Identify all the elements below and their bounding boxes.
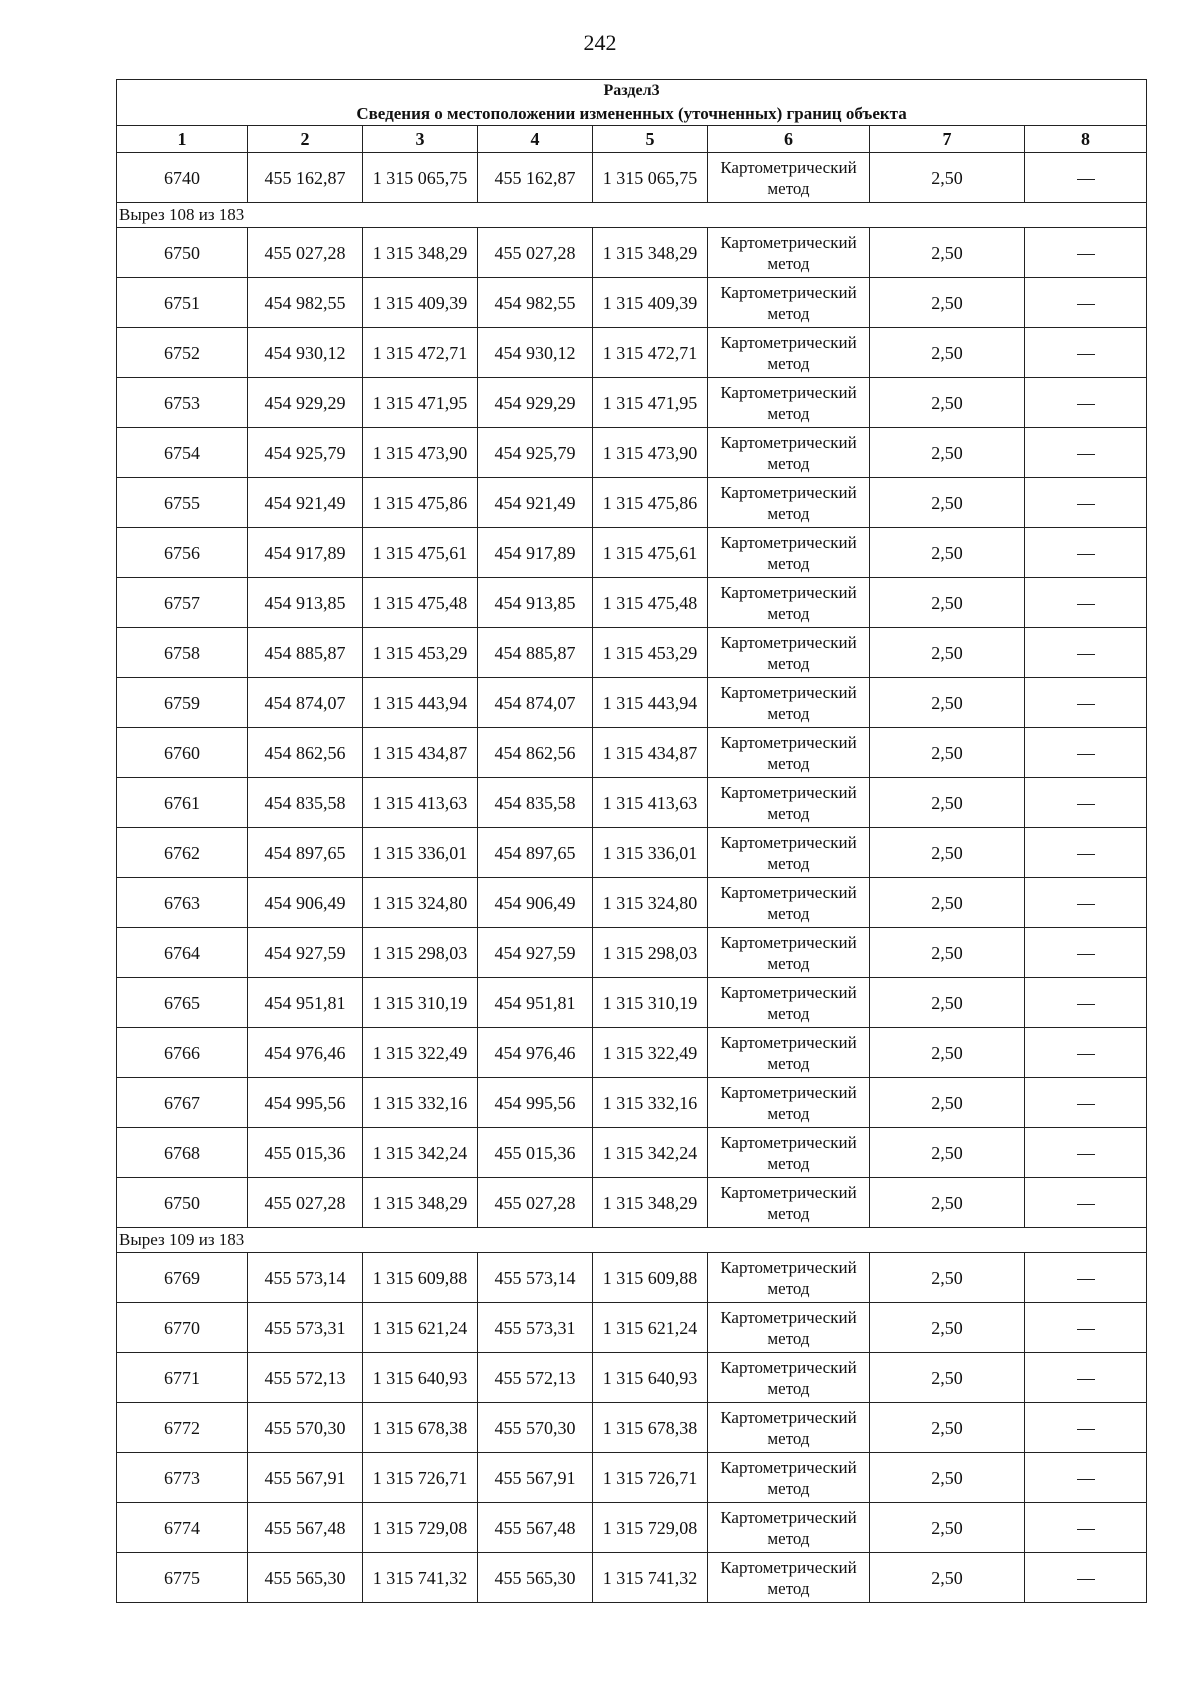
dash-mark: [1077, 354, 1095, 355]
x-coordinate-cell: 454 885,87: [248, 628, 363, 678]
dash-mark: [1077, 1329, 1095, 1330]
accuracy-cell: 2,50: [870, 1553, 1025, 1603]
y-coordinate-cell: 1 315 609,88: [363, 1253, 478, 1303]
x-coordinate-cell: 454 835,58: [248, 778, 363, 828]
accuracy-cell: 2,50: [870, 878, 1025, 928]
point-number-cell: 6758: [117, 628, 248, 678]
new-y-coordinate-cell: 1 315 332,16: [593, 1078, 708, 1128]
table-row: [117, 1453, 1147, 1503]
x-coordinate-cell: 455 567,48: [248, 1503, 363, 1553]
new-y-coordinate-cell: 1 315 609,88: [593, 1253, 708, 1303]
column-header: 3: [363, 126, 478, 153]
point-number-cell: 6773: [117, 1453, 248, 1503]
x-coordinate-cell: 454 995,56: [248, 1078, 363, 1128]
accuracy-cell: 2,50: [870, 1303, 1025, 1353]
boundary-coordinates-table: [116, 79, 1147, 1603]
method-cell: Картометрический метод: [708, 978, 870, 1028]
table-row: [117, 1503, 1147, 1553]
description-cell: [1025, 228, 1147, 278]
y-coordinate-cell: 1 315 348,29: [363, 228, 478, 278]
x-coordinate-cell: 455 570,30: [248, 1403, 363, 1453]
column-header: 5: [593, 126, 708, 153]
description-cell: [1025, 528, 1147, 578]
dash-mark: [1077, 1479, 1095, 1480]
new-x-coordinate-cell: 455 027,28: [478, 228, 593, 278]
x-coordinate-cell: 454 929,29: [248, 378, 363, 428]
y-coordinate-cell: 1 315 475,61: [363, 528, 478, 578]
accuracy-cell: 2,50: [870, 328, 1025, 378]
y-coordinate-cell: 1 315 413,63: [363, 778, 478, 828]
point-number-cell: 6759: [117, 678, 248, 728]
x-coordinate-cell: 455 027,28: [248, 1178, 363, 1228]
dash-mark: [1077, 1004, 1095, 1005]
point-number-cell: 6768: [117, 1128, 248, 1178]
new-x-coordinate-cell: 454 921,49: [478, 478, 593, 528]
method-cell: Картометрический метод: [708, 378, 870, 428]
accuracy-cell: 2,50: [870, 153, 1025, 203]
x-coordinate-cell: 455 015,36: [248, 1128, 363, 1178]
dash-mark: [1077, 1429, 1095, 1430]
new-x-coordinate-cell: 455 572,13: [478, 1353, 593, 1403]
dash-mark: [1077, 454, 1095, 455]
column-header: 1: [117, 126, 248, 153]
accuracy-cell: 2,50: [870, 478, 1025, 528]
accuracy-cell: 2,50: [870, 1403, 1025, 1453]
new-x-coordinate-cell: 455 567,91: [478, 1453, 593, 1503]
y-coordinate-cell: 1 315 621,24: [363, 1303, 478, 1353]
x-coordinate-cell: 455 162,87: [248, 153, 363, 203]
dash-mark: [1077, 1104, 1095, 1105]
page-number: 242: [583, 30, 617, 55]
x-coordinate-cell: 454 951,81: [248, 978, 363, 1028]
point-number-cell: 6754: [117, 428, 248, 478]
point-number-cell: 6752: [117, 328, 248, 378]
table-row: [117, 528, 1147, 578]
section-title: Раздел3: [117, 80, 1147, 103]
new-y-coordinate-cell: 1 315 471,95: [593, 378, 708, 428]
accuracy-cell: 2,50: [870, 1503, 1025, 1553]
new-x-coordinate-cell: 455 565,30: [478, 1553, 593, 1603]
dash-mark: [1077, 554, 1095, 555]
point-number-cell: 6772: [117, 1403, 248, 1453]
table-row: [117, 478, 1147, 528]
column-header: 7: [870, 126, 1025, 153]
description-cell: [1025, 1553, 1147, 1603]
accuracy-cell: 2,50: [870, 528, 1025, 578]
description-cell: [1025, 278, 1147, 328]
method-cell: Картометрический метод: [708, 278, 870, 328]
point-number-cell: 6766: [117, 1028, 248, 1078]
dash-mark: [1077, 804, 1095, 805]
table-row: [117, 1078, 1147, 1128]
x-coordinate-cell: 455 573,31: [248, 1303, 363, 1353]
table-row: [117, 328, 1147, 378]
new-x-coordinate-cell: 455 567,48: [478, 1503, 593, 1553]
accuracy-cell: 2,50: [870, 628, 1025, 678]
y-coordinate-cell: 1 315 726,71: [363, 1453, 478, 1503]
y-coordinate-cell: 1 315 471,95: [363, 378, 478, 428]
new-y-coordinate-cell: 1 315 475,61: [593, 528, 708, 578]
description-cell: [1025, 928, 1147, 978]
column-header: 6: [708, 126, 870, 153]
description-cell: [1025, 1178, 1147, 1228]
table-row: [117, 428, 1147, 478]
point-number-cell: 6757: [117, 578, 248, 628]
method-cell: Картометрический метод: [708, 478, 870, 528]
x-coordinate-cell: 454 913,85: [248, 578, 363, 628]
method-cell: Картометрический метод: [708, 153, 870, 203]
point-number-cell: 6769: [117, 1253, 248, 1303]
table-row: [117, 1128, 1147, 1178]
dash-mark: [1077, 1204, 1095, 1205]
method-cell: Картометрический метод: [708, 1253, 870, 1303]
new-x-coordinate-cell: 454 927,59: [478, 928, 593, 978]
table-row: [117, 728, 1147, 778]
method-cell: Картометрический метод: [708, 1178, 870, 1228]
method-cell: Картометрический метод: [708, 828, 870, 878]
method-cell: Картометрический метод: [708, 578, 870, 628]
y-coordinate-cell: 1 315 310,19: [363, 978, 478, 1028]
x-coordinate-cell: 455 572,13: [248, 1353, 363, 1403]
accuracy-cell: 2,50: [870, 1253, 1025, 1303]
y-coordinate-cell: 1 315 324,80: [363, 878, 478, 928]
new-y-coordinate-cell: 1 315 443,94: [593, 678, 708, 728]
new-x-coordinate-cell: 454 930,12: [478, 328, 593, 378]
new-x-coordinate-cell: 455 162,87: [478, 153, 593, 203]
x-coordinate-cell: 454 982,55: [248, 278, 363, 328]
cutout-label: Вырез 108 из 183: [117, 203, 1147, 228]
point-number-cell: 6775: [117, 1553, 248, 1603]
accuracy-cell: 2,50: [870, 228, 1025, 278]
dash-mark: [1077, 1379, 1095, 1380]
dash-mark: [1077, 954, 1095, 955]
method-cell: Картометрический метод: [708, 678, 870, 728]
dash-mark: [1077, 654, 1095, 655]
new-y-coordinate-cell: 1 315 065,75: [593, 153, 708, 203]
table-row: [117, 578, 1147, 628]
point-number-cell: 6760: [117, 728, 248, 778]
new-x-coordinate-cell: 455 027,28: [478, 1178, 593, 1228]
point-number-cell: 6774: [117, 1503, 248, 1553]
new-x-coordinate-cell: 454 906,49: [478, 878, 593, 928]
dash-mark: [1077, 1154, 1095, 1155]
new-y-coordinate-cell: 1 315 409,39: [593, 278, 708, 328]
description-cell: [1025, 678, 1147, 728]
new-x-coordinate-cell: 454 976,46: [478, 1028, 593, 1078]
x-coordinate-cell: 454 897,65: [248, 828, 363, 878]
table-row: [117, 153, 1147, 203]
description-cell: [1025, 1078, 1147, 1128]
method-cell: Картометрический метод: [708, 328, 870, 378]
description-cell: [1025, 1028, 1147, 1078]
dash-mark: [1077, 179, 1095, 180]
x-coordinate-cell: 454 927,59: [248, 928, 363, 978]
y-coordinate-cell: 1 315 298,03: [363, 928, 478, 978]
table-row: [117, 278, 1147, 328]
new-x-coordinate-cell: 455 570,30: [478, 1403, 593, 1453]
table-row: [117, 828, 1147, 878]
new-x-coordinate-cell: 454 874,07: [478, 678, 593, 728]
new-x-coordinate-cell: 454 835,58: [478, 778, 593, 828]
description-cell: [1025, 578, 1147, 628]
table-row: [117, 1353, 1147, 1403]
x-coordinate-cell: 455 573,14: [248, 1253, 363, 1303]
point-number-cell: 6765: [117, 978, 248, 1028]
new-x-coordinate-cell: 454 913,85: [478, 578, 593, 628]
new-x-coordinate-cell: 455 573,31: [478, 1303, 593, 1353]
description-cell: [1025, 978, 1147, 1028]
dash-mark: [1077, 604, 1095, 605]
new-y-coordinate-cell: 1 315 453,29: [593, 628, 708, 678]
method-cell: Картометрический метод: [708, 428, 870, 478]
y-coordinate-cell: 1 315 475,86: [363, 478, 478, 528]
new-y-coordinate-cell: 1 315 475,86: [593, 478, 708, 528]
table-row: [117, 1553, 1147, 1603]
new-y-coordinate-cell: 1 315 472,71: [593, 328, 708, 378]
method-cell: Картометрический метод: [708, 1353, 870, 1403]
description-cell: [1025, 1128, 1147, 1178]
new-x-coordinate-cell: 454 885,87: [478, 628, 593, 678]
new-y-coordinate-cell: 1 315 348,29: [593, 1178, 708, 1228]
new-x-coordinate-cell: 454 995,56: [478, 1078, 593, 1128]
y-coordinate-cell: 1 315 741,32: [363, 1553, 478, 1603]
y-coordinate-cell: 1 315 332,16: [363, 1078, 478, 1128]
dash-mark: [1077, 1279, 1095, 1280]
description-cell: [1025, 1353, 1147, 1403]
table-row: [117, 1028, 1147, 1078]
new-y-coordinate-cell: 1 315 342,24: [593, 1128, 708, 1178]
table-row: [117, 1303, 1147, 1353]
accuracy-cell: 2,50: [870, 1178, 1025, 1228]
column-header-row: [117, 126, 1147, 153]
new-x-coordinate-cell: 454 951,81: [478, 978, 593, 1028]
x-coordinate-cell: 454 906,49: [248, 878, 363, 928]
point-number-cell: 6770: [117, 1303, 248, 1353]
new-y-coordinate-cell: 1 315 298,03: [593, 928, 708, 978]
accuracy-cell: 2,50: [870, 1353, 1025, 1403]
y-coordinate-cell: 1 315 729,08: [363, 1503, 478, 1553]
description-cell: [1025, 828, 1147, 878]
accuracy-cell: 2,50: [870, 778, 1025, 828]
method-cell: Картометрический метод: [708, 528, 870, 578]
accuracy-cell: 2,50: [870, 278, 1025, 328]
column-header: 8: [1025, 126, 1147, 153]
new-y-coordinate-cell: 1 315 434,87: [593, 728, 708, 778]
accuracy-cell: 2,50: [870, 578, 1025, 628]
table-row: [117, 878, 1147, 928]
y-coordinate-cell: 1 315 473,90: [363, 428, 478, 478]
table-row: [117, 1178, 1147, 1228]
point-number-cell: 6751: [117, 278, 248, 328]
method-cell: Картометрический метод: [708, 1028, 870, 1078]
new-y-coordinate-cell: 1 315 741,32: [593, 1553, 708, 1603]
y-coordinate-cell: 1 315 453,29: [363, 628, 478, 678]
y-coordinate-cell: 1 315 348,29: [363, 1178, 478, 1228]
y-coordinate-cell: 1 315 322,49: [363, 1028, 478, 1078]
method-cell: Картометрический метод: [708, 778, 870, 828]
method-cell: Картометрический метод: [708, 728, 870, 778]
method-cell: Картометрический метод: [708, 1303, 870, 1353]
new-x-coordinate-cell: 455 015,36: [478, 1128, 593, 1178]
accuracy-cell: 2,50: [870, 928, 1025, 978]
table-row: [117, 628, 1147, 678]
dash-mark: [1077, 404, 1095, 405]
description-cell: [1025, 878, 1147, 928]
dash-mark: [1077, 754, 1095, 755]
x-coordinate-cell: 454 976,46: [248, 1028, 363, 1078]
dash-mark: [1077, 854, 1095, 855]
dash-mark: [1077, 1529, 1095, 1530]
new-x-coordinate-cell: 454 897,65: [478, 828, 593, 878]
new-y-coordinate-cell: 1 315 726,71: [593, 1453, 708, 1503]
description-cell: [1025, 628, 1147, 678]
dash-mark: [1077, 704, 1095, 705]
dash-mark: [1077, 304, 1095, 305]
description-cell: [1025, 1303, 1147, 1353]
new-x-coordinate-cell: 455 573,14: [478, 1253, 593, 1303]
point-number-cell: 6753: [117, 378, 248, 428]
new-x-coordinate-cell: 454 917,89: [478, 528, 593, 578]
accuracy-cell: 2,50: [870, 378, 1025, 428]
point-number-cell: 6763: [117, 878, 248, 928]
cutout-group-row: [117, 1228, 1147, 1253]
method-cell: Картометрический метод: [708, 1128, 870, 1178]
table-row: [117, 678, 1147, 728]
accuracy-cell: 2,50: [870, 978, 1025, 1028]
new-y-coordinate-cell: 1 315 322,49: [593, 1028, 708, 1078]
cutout-group-row: [117, 203, 1147, 228]
x-coordinate-cell: 455 567,91: [248, 1453, 363, 1503]
table-row: [117, 928, 1147, 978]
new-x-coordinate-cell: 454 982,55: [478, 278, 593, 328]
x-coordinate-cell: 455 565,30: [248, 1553, 363, 1603]
accuracy-cell: 2,50: [870, 428, 1025, 478]
method-cell: Картометрический метод: [708, 1453, 870, 1503]
y-coordinate-cell: 1 315 443,94: [363, 678, 478, 728]
new-y-coordinate-cell: 1 315 729,08: [593, 1503, 708, 1553]
table-row: [117, 378, 1147, 428]
method-cell: Картометрический метод: [708, 1553, 870, 1603]
x-coordinate-cell: 454 930,12: [248, 328, 363, 378]
accuracy-cell: 2,50: [870, 678, 1025, 728]
x-coordinate-cell: 454 925,79: [248, 428, 363, 478]
y-coordinate-cell: 1 315 409,39: [363, 278, 478, 328]
new-y-coordinate-cell: 1 315 621,24: [593, 1303, 708, 1353]
point-number-cell: 6755: [117, 478, 248, 528]
method-cell: Картометрический метод: [708, 1078, 870, 1128]
description-cell: [1025, 1403, 1147, 1453]
new-x-coordinate-cell: 454 862,56: [478, 728, 593, 778]
description-cell: [1025, 778, 1147, 828]
point-number-cell: 6750: [117, 1178, 248, 1228]
dash-mark: [1077, 504, 1095, 505]
new-y-coordinate-cell: 1 315 640,93: [593, 1353, 708, 1403]
new-y-coordinate-cell: 1 315 310,19: [593, 978, 708, 1028]
table-row: [117, 1253, 1147, 1303]
dash-mark: [1077, 904, 1095, 905]
dash-mark: [1077, 254, 1095, 255]
table-row: [117, 778, 1147, 828]
y-coordinate-cell: 1 315 640,93: [363, 1353, 478, 1403]
new-y-coordinate-cell: 1 315 678,38: [593, 1403, 708, 1453]
method-cell: Картометрический метод: [708, 1403, 870, 1453]
new-y-coordinate-cell: 1 315 336,01: [593, 828, 708, 878]
method-cell: Картометрический метод: [708, 628, 870, 678]
point-number-cell: 6756: [117, 528, 248, 578]
point-number-cell: 6771: [117, 1353, 248, 1403]
accuracy-cell: 2,50: [870, 1128, 1025, 1178]
x-coordinate-cell: 454 921,49: [248, 478, 363, 528]
new-y-coordinate-cell: 1 315 475,48: [593, 578, 708, 628]
new-y-coordinate-cell: 1 315 324,80: [593, 878, 708, 928]
point-number-cell: 6762: [117, 828, 248, 878]
accuracy-cell: 2,50: [870, 1078, 1025, 1128]
table-caption: Сведения о местоположении измененных (уточненных) границ объекта: [117, 102, 1147, 126]
table-row: [117, 978, 1147, 1028]
y-coordinate-cell: 1 315 434,87: [363, 728, 478, 778]
description-cell: [1025, 478, 1147, 528]
new-y-coordinate-cell: 1 315 473,90: [593, 428, 708, 478]
y-coordinate-cell: 1 315 065,75: [363, 153, 478, 203]
description-cell: [1025, 153, 1147, 203]
new-y-coordinate-cell: 1 315 348,29: [593, 228, 708, 278]
y-coordinate-cell: 1 315 472,71: [363, 328, 478, 378]
y-coordinate-cell: 1 315 475,48: [363, 578, 478, 628]
new-x-coordinate-cell: 454 925,79: [478, 428, 593, 478]
table-row: [117, 1403, 1147, 1453]
description-cell: [1025, 428, 1147, 478]
point-number-cell: 6740: [117, 153, 248, 203]
method-cell: Картометрический метод: [708, 228, 870, 278]
dash-mark: [1077, 1579, 1095, 1580]
point-number-cell: 6761: [117, 778, 248, 828]
new-y-coordinate-cell: 1 315 413,63: [593, 778, 708, 828]
y-coordinate-cell: 1 315 336,01: [363, 828, 478, 878]
accuracy-cell: 2,50: [870, 1453, 1025, 1503]
x-coordinate-cell: 454 917,89: [248, 528, 363, 578]
description-cell: [1025, 328, 1147, 378]
column-header: 2: [248, 126, 363, 153]
description-cell: [1025, 1503, 1147, 1553]
column-header: 4: [478, 126, 593, 153]
x-coordinate-cell: 455 027,28: [248, 228, 363, 278]
accuracy-cell: 2,50: [870, 828, 1025, 878]
table-caption-row: [117, 102, 1147, 126]
y-coordinate-cell: 1 315 678,38: [363, 1403, 478, 1453]
point-number-cell: 6764: [117, 928, 248, 978]
description-cell: [1025, 1453, 1147, 1503]
accuracy-cell: 2,50: [870, 1028, 1025, 1078]
method-cell: Картометрический метод: [708, 1503, 870, 1553]
cutout-label: Вырез 109 из 183: [117, 1228, 1147, 1253]
x-coordinate-cell: 454 874,07: [248, 678, 363, 728]
table-row: [117, 228, 1147, 278]
point-number-cell: 6767: [117, 1078, 248, 1128]
x-coordinate-cell: 454 862,56: [248, 728, 363, 778]
y-coordinate-cell: 1 315 342,24: [363, 1128, 478, 1178]
description-cell: [1025, 1253, 1147, 1303]
description-cell: [1025, 378, 1147, 428]
method-cell: Картометрический метод: [708, 928, 870, 978]
method-cell: Картометрический метод: [708, 878, 870, 928]
section-title-row: [117, 80, 1147, 103]
description-cell: [1025, 728, 1147, 778]
point-number-cell: 6750: [117, 228, 248, 278]
dash-mark: [1077, 1054, 1095, 1055]
new-x-coordinate-cell: 454 929,29: [478, 378, 593, 428]
accuracy-cell: 2,50: [870, 728, 1025, 778]
